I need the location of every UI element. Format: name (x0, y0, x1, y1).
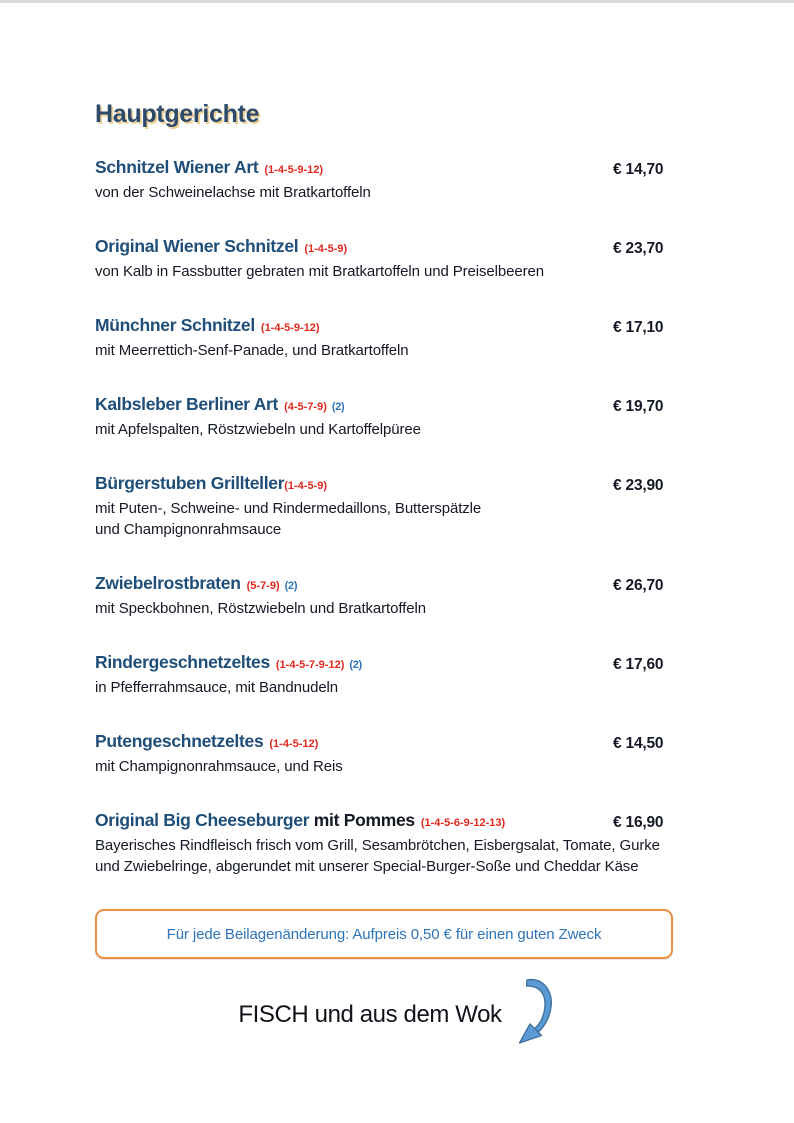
menu-item (95, 156, 675, 203)
allergen-codes: (5-7-9) (246, 580, 280, 592)
item-name: Rindergeschnetzeltes (95, 652, 270, 672)
item-price: € 17,60 (613, 656, 664, 673)
item-name: Putengeschnetzeltes (95, 731, 264, 751)
menu-item (95, 809, 675, 877)
item-price: € 14,70 (613, 161, 664, 178)
item-price: € 26,70 (613, 577, 664, 594)
notice-box (95, 909, 673, 959)
menu-items (95, 156, 675, 877)
page-title: Hauptgerichte (95, 100, 260, 128)
menu-item-header (95, 809, 675, 835)
menu-item (95, 472, 675, 540)
item-name: Bürgerstuben Grillteller (95, 473, 285, 493)
item-description: mit Speckbohnen, Röstzwiebeln und Bratkartoffeln (95, 600, 426, 617)
note-code: (2) (331, 401, 345, 413)
item-name: Münchner Schnitzel (95, 315, 255, 335)
item-price: € 17,10 (613, 319, 664, 336)
item-description: Bayerisches Rindfleisch frisch vom Grill, Sesambrötchen, Eisbergsalat, Tomate, Gurke (95, 837, 660, 854)
item-description: mit Apfelspalten, Röstzwiebeln und Kartoffelpüree (95, 421, 421, 438)
item-price: € 14,50 (613, 735, 664, 752)
item-name: Original Big Cheeseburger (95, 810, 310, 830)
allergen-codes: (1-4-5-7-9-12) (275, 659, 345, 671)
fisch-section-heading: FISCH und aus dem Wok (238, 1001, 502, 1028)
curved-arrow-down-icon (516, 975, 556, 1047)
menu-item (95, 651, 675, 698)
item-description: und Champignonrahmsauce (95, 521, 282, 538)
item-name: Schnitzel Wiener Art (95, 157, 259, 177)
menu-item (95, 572, 675, 619)
notice-text: Für jede Beilagenänderung: Aufpreis 0,50 € für einen guten Zweck (166, 925, 602, 943)
item-price: € 16,90 (613, 814, 664, 831)
allergen-codes: (1-4-5-9-12) (264, 164, 324, 176)
allergen-codes: (1-4-5-6-9-12-13) (420, 817, 506, 829)
allergen-codes: (1-4-5-9-12) (260, 322, 320, 334)
note-code: (2) (349, 659, 362, 671)
menu-item (95, 314, 675, 361)
menu-item-header (95, 730, 675, 756)
allergen-codes: (1-4-5-12) (269, 738, 319, 750)
menu-item-header (95, 572, 675, 598)
item-description: von Kalb in Fassbutter gebraten mit Bratkartoffeln und Preiselbeeren (95, 263, 545, 280)
fisch-section-row (0, 979, 794, 1051)
item-price: € 23,70 (613, 240, 664, 257)
menu-item (95, 235, 675, 282)
item-description: und Zwiebelringe, abgerundet mit unserer Special-Burger-Soße und Cheddar Käse (95, 858, 639, 875)
item-description: mit Meerrettich-Senf-Panade, und Bratkartoffeln (95, 342, 409, 359)
item-description: in Pfefferrahmsauce, mit Bandnudeln (95, 679, 339, 696)
item-description: mit Champignonrahmsauce, und Reis (95, 758, 343, 775)
item-name-suffix: mit Pommes (309, 810, 415, 830)
menu-item-header (95, 156, 675, 182)
menu-item-header (95, 393, 675, 419)
menu-item (95, 393, 675, 440)
item-name: Zwiebelrostbraten (95, 573, 241, 593)
item-description: mit Puten-, Schweine- und Rindermedaillons, Butterspätzle (95, 500, 482, 517)
item-name: Original Wiener Schnitzel (95, 236, 299, 256)
top-divider (0, 0, 794, 3)
menu-item-header (95, 651, 675, 677)
note-code: (2) (284, 580, 298, 592)
menu-item-header (95, 472, 675, 498)
item-price: € 23,90 (613, 477, 664, 494)
allergen-codes: (1-4-5-9) (304, 243, 348, 255)
item-name: Kalbsleber Berliner Art (95, 394, 279, 414)
menu-item-header (95, 314, 675, 340)
allergen-codes: (4-5-7-9) (284, 401, 327, 413)
allergen-codes: (1-4-5-9) (284, 480, 328, 492)
item-description: von der Schweinelachse mit Bratkartoffeln (95, 184, 371, 201)
item-price: € 19,70 (613, 398, 664, 415)
menu-item (95, 730, 675, 777)
menu-item-header (95, 235, 675, 261)
